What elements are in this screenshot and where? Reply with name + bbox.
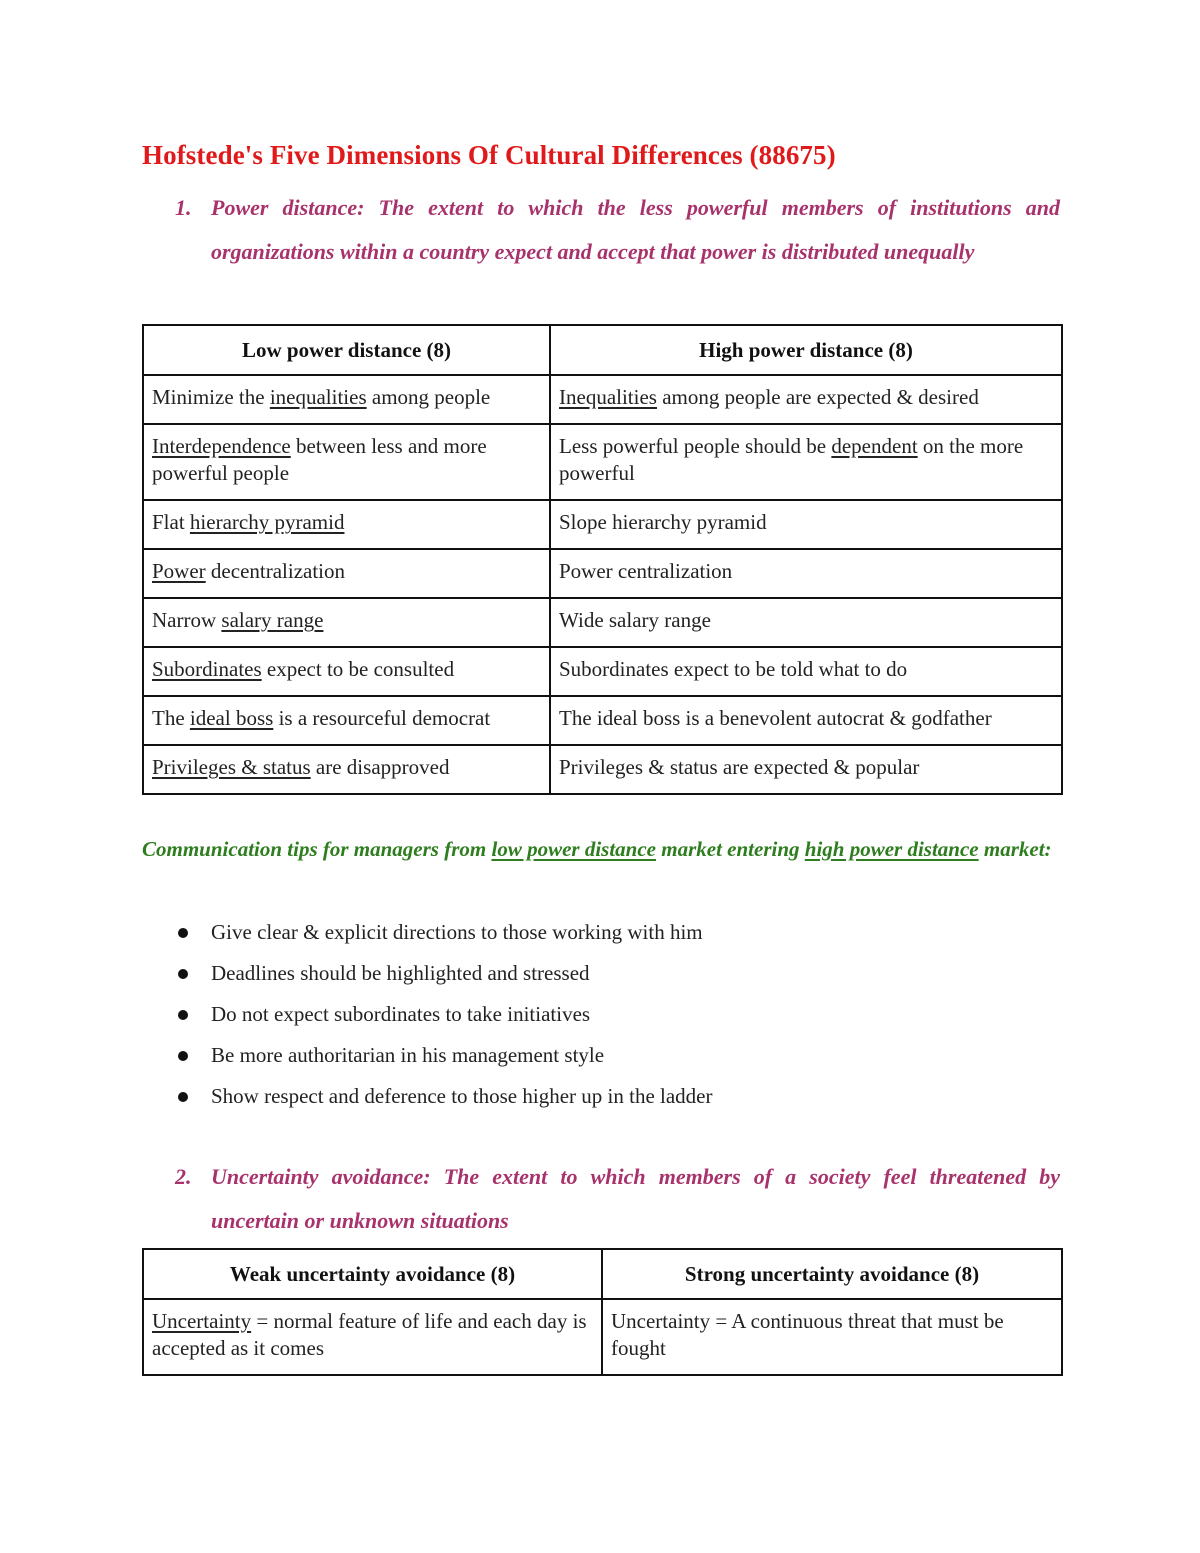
list-item-text: Do not expect subordinates to take initiatives: [211, 1002, 591, 1026]
section-1-number: 1.: [175, 195, 192, 220]
table-cell: [143, 375, 550, 424]
table-cell: [550, 598, 1062, 647]
table-cell: [143, 500, 550, 549]
cell-text: The: [152, 706, 190, 730]
table-row: [143, 500, 1062, 549]
bullet-icon: [178, 1092, 188, 1102]
tips-text-3: market:: [978, 837, 1052, 861]
table-cell: [550, 696, 1062, 745]
cell-underlined-text: dependent: [831, 434, 918, 458]
table-row: [143, 598, 1062, 647]
header-high-power-distance: High power distance (8): [550, 325, 1062, 375]
table-row: [143, 647, 1062, 696]
header-weak-uncertainty-avoidance: Weak uncertainty avoidance (8): [143, 1249, 602, 1299]
cell-text: Privileges & status are expected & popular: [559, 755, 920, 779]
cell-text: between less and more powerful people: [152, 434, 487, 485]
table-cell: [550, 424, 1062, 500]
bullet-icon: [178, 1010, 188, 1020]
section-1-definition: Power distance: The extent to which the less powerful members of institutions and organizations within a country expect and accept that power is distributed unequally: [211, 195, 1060, 264]
cell-underlined-text: hierarchy pyramid: [189, 510, 345, 534]
bullet-icon: [178, 969, 188, 979]
cell-underlined-text: inequalities: [269, 385, 367, 409]
table-cell: [550, 647, 1062, 696]
cell-text: among people are expected & desired: [656, 385, 979, 409]
table-header-row: [143, 1249, 1062, 1299]
cell-text: among people: [366, 385, 491, 409]
cell-text: expect to be consulted: [261, 657, 455, 681]
cell-text: Uncertainty = A continuous threat that must be fought: [611, 1309, 1004, 1360]
section-1-heading: [175, 186, 1060, 274]
cell-underlined-text: Inequalities: [559, 385, 657, 409]
cell-text: Minimize the: [152, 385, 270, 409]
table-row: [143, 745, 1062, 794]
cell-text: The ideal boss is a benevolent autocrat & godfather: [559, 706, 992, 730]
table-cell: [550, 745, 1062, 794]
cell-underlined-text: salary range: [221, 608, 324, 632]
cell-text: = normal feature of life and each day is accepted as it comes: [152, 1309, 587, 1360]
table-cell: [143, 696, 550, 745]
bullet-icon: [178, 928, 188, 938]
section-2-heading: [175, 1155, 1060, 1243]
table-cell: [143, 1299, 602, 1375]
table-row: [143, 375, 1062, 424]
list-item: [142, 1035, 713, 1076]
list-item-text: Be more authoritarian in his management style: [211, 1043, 605, 1067]
communication-tips-heading: [142, 828, 1058, 870]
cell-underlined-text: Interdependence: [152, 434, 291, 458]
table-row: [143, 1299, 1062, 1375]
section-2-definition: Uncertainty avoidance: The extent to which members of a society feel threatened by uncertain or unknown situations: [211, 1164, 1060, 1233]
cell-text: Less powerful people should be: [559, 434, 832, 458]
tips-underlined-1: low power distance: [491, 837, 656, 861]
list-item-text: Give clear & explicit directions to those working with him: [211, 920, 703, 944]
list-item-text: Show respect and deference to those higher up in the ladder: [211, 1084, 713, 1108]
tips-text-1: Communication tips for managers from: [142, 837, 492, 861]
table-row: [143, 424, 1062, 500]
table-cell: [143, 424, 550, 500]
cell-underlined-text: ideal boss: [189, 706, 274, 730]
tips-text-2: market entering: [656, 837, 805, 861]
table-cell: [550, 500, 1062, 549]
document-title: Hofstede's Five Dimensions Of Cultural Differences (88675): [142, 140, 836, 170]
table-cell: [143, 647, 550, 696]
cell-text: Subordinates expect to be told what to do: [559, 657, 908, 681]
table-cell: [143, 745, 550, 794]
list-item: [142, 912, 713, 953]
power-distance-table: [142, 324, 1063, 795]
cell-text: are disapproved: [310, 755, 450, 779]
header-low-power-distance: Low power distance (8): [143, 325, 550, 375]
cell-underlined-text: Privileges & status: [152, 755, 311, 779]
table-cell: [550, 375, 1062, 424]
cell-text: Power centralization: [559, 559, 733, 583]
header-strong-uncertainty-avoidance: Strong uncertainty avoidance (8): [602, 1249, 1062, 1299]
tips-underlined-2: high power distance: [804, 837, 979, 861]
table-row: [143, 549, 1062, 598]
tips-bullet-list: [142, 912, 713, 1117]
cell-text: on the more powerful: [559, 434, 1024, 485]
table-cell: [143, 598, 550, 647]
table-cell: [602, 1299, 1062, 1375]
cell-text: Slope hierarchy pyramid: [559, 510, 767, 534]
cell-text: Flat: [152, 510, 190, 534]
cell-text: is a resourceful democrat: [273, 706, 491, 730]
cell-text: decentralization: [205, 559, 346, 583]
table-cell: [550, 549, 1062, 598]
cell-underlined-text: Subordinates: [152, 657, 262, 681]
list-item-text: Deadlines should be highlighted and stressed: [211, 961, 590, 985]
bullet-icon: [178, 1051, 188, 1061]
cell-text: Wide salary range: [559, 608, 711, 632]
list-item: [142, 994, 713, 1035]
table-row: [143, 696, 1062, 745]
uncertainty-avoidance-table: [142, 1248, 1063, 1376]
cell-underlined-text: Power: [152, 559, 206, 583]
cell-underlined-text: Uncertainty: [152, 1309, 252, 1333]
table-header-row: [143, 325, 1062, 375]
cell-text: Narrow: [152, 608, 222, 632]
section-2-number: 2.: [175, 1164, 192, 1189]
list-item: [142, 953, 713, 994]
list-item: [142, 1076, 713, 1117]
table-cell: [143, 549, 550, 598]
